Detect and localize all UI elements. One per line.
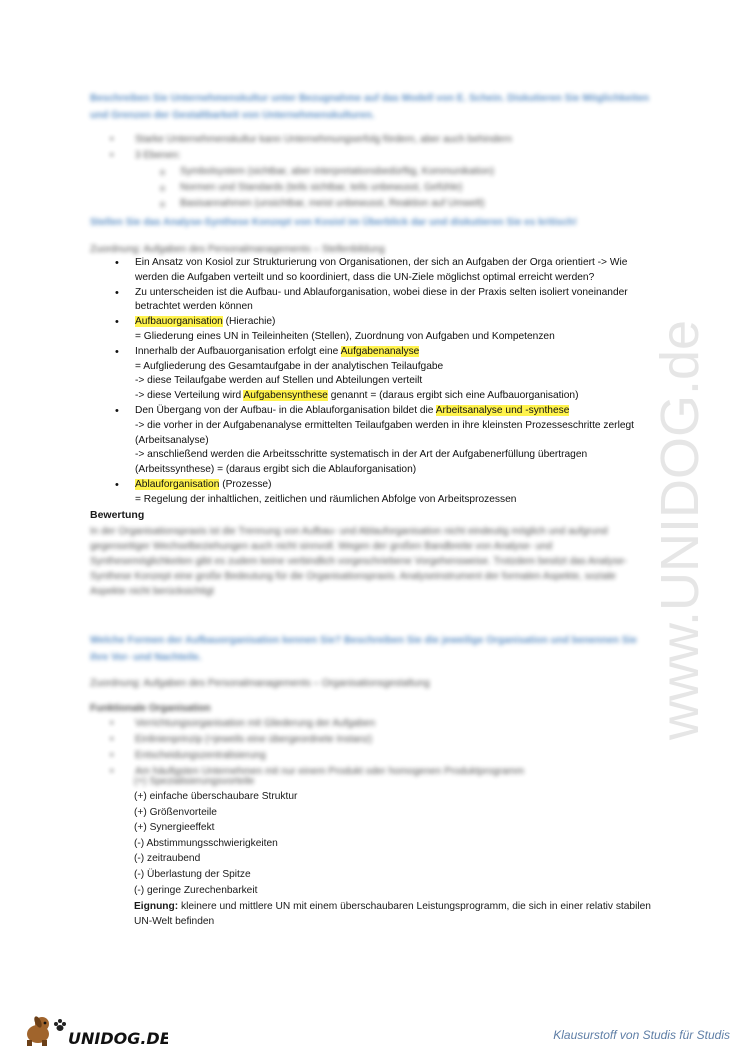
line: = Regelung der inhaltlichen, zeitlichen und räumlichen Abfolge von Arbeitsprozessen bbox=[135, 493, 517, 505]
list-item bbox=[110, 345, 650, 404]
line: = Gliederung eines UN in Teileinheiten (Stellen), Zuordnung von Aufgaben und Kompetenzen bbox=[135, 330, 555, 342]
line bbox=[135, 478, 650, 493]
bewertung-text: In der Organisationspraxis ist die Trennung von Aufbau- und Ablauforganisation nicht eindeutig möglich und aufgrund gegenseitiger Wechselbeziehungen auch nicht sinnvoll. Wegen der großen Bandbreite von Analyse- und Synthesemöglichkeiten gibt es zudem keine verbindlich vorgeschriebene Vorgehensweise. Trotzdem besitzt das Analyse-Synthese Konzept eine große Bedeutung für die Organisationspraxis. Analyseinstrument der formalen Aspekte, soziale Aspekte nicht berücksichtigt bbox=[90, 526, 627, 597]
line: werden die Aufgaben verteilt und so koordiniert, dass die UN-Ziele möglichst optimal erreicht werden? bbox=[135, 271, 595, 283]
line: (Arbeitsanalyse) bbox=[135, 434, 209, 446]
question-1-heading: Beschreiben Sie Unternehmenskultur unter Bezugnahme auf das Modell von E. Schein. Diskutieren Sie Möglichkeiten und Grenzen der Gestaltbarkeit von Unternehmenskulturen. bbox=[90, 93, 650, 121]
zuordnung-text: Zuordnung: Aufgaben des Personalmanagements – Stellenbildung bbox=[90, 244, 385, 255]
watermark bbox=[640, 240, 720, 760]
list-item: • 3 Ebenen: bbox=[110, 148, 512, 164]
question-3-heading: Welche Formen der Aufbauorganisation kennen Sie? Beschreiben Sie die jeweilige Organisation und benennen Sie ihre Vor- und Nachteile. bbox=[90, 635, 637, 663]
text: Innerhalb der Aufbauorganisation erfolgt eine bbox=[135, 345, 341, 357]
list-item bbox=[110, 286, 650, 316]
highlighted-term: Arbeitsanalyse und -synthese bbox=[435, 404, 570, 416]
text: genannt = (daraus ergibt sich eine Aufbauorganisation) bbox=[327, 390, 579, 402]
list-item bbox=[110, 478, 650, 508]
highlighted-term: Aufbauorganisation bbox=[135, 316, 223, 328]
text: Den Übergang von der Aufbau- in die Ablauforganisation bildet die bbox=[135, 404, 436, 416]
zuordnung-text-2: Zuordnung: Aufgaben des Personalmanagements – Organisationsgestaltung bbox=[90, 678, 430, 689]
line bbox=[135, 404, 650, 419]
list-item: • Starke Unternehmenskultur kann Unternehmungserfolg fördern, aber auch behindern bbox=[110, 132, 512, 148]
highlighted-term: Aufgabensynthese bbox=[243, 390, 328, 402]
logo-text: UNIDOG.DE bbox=[68, 1029, 168, 1048]
list-item: (-) Abstimmungsschwierigkeiten bbox=[134, 837, 278, 849]
list-item: • Entscheidungszentralisierung bbox=[110, 748, 524, 764]
top-bullet-list bbox=[110, 132, 512, 164]
bewertung-title: Bewertung bbox=[90, 509, 145, 521]
line bbox=[135, 389, 650, 404]
list-item: (-) geringe Zurechenbarkeit bbox=[134, 884, 258, 896]
list-item: o Normen und Standards (teils sichtbar, teils unbewusst, Gefühle) bbox=[160, 180, 494, 196]
first-pro: (+) Spezialisierungsvorteile bbox=[134, 776, 255, 787]
list-item bbox=[110, 404, 650, 478]
list-item: • Verrichtungsorganisation mit Gliederung der Aufgaben bbox=[110, 716, 524, 732]
list-item bbox=[110, 315, 650, 345]
line: betrachtet werden können bbox=[135, 301, 253, 313]
text: (Hierachie) bbox=[222, 316, 276, 328]
line: (Arbeitssynthese) = (daraus ergibt sich die Ablauforganisation) bbox=[135, 464, 417, 476]
line: = Aufgliederung des Gesamtaufgabe in der analytischen Teilaufgabe bbox=[135, 360, 444, 372]
section-title: Funktionale Organisation bbox=[90, 703, 211, 714]
list-item: (-) Überlastung der Spitze bbox=[134, 868, 251, 880]
text: (Prozesse) bbox=[219, 478, 272, 490]
text: -> diese Verteilung wird bbox=[135, 390, 244, 402]
unidog-logo bbox=[18, 1010, 168, 1050]
eignung-label: Eignung: bbox=[134, 901, 179, 912]
list-item: (+) einfache überschaubare Struktur bbox=[134, 791, 298, 802]
line bbox=[135, 315, 650, 330]
watermark-text: www.UNIDOG.de bbox=[650, 319, 710, 740]
line: • Ein Ansatz von Kosiol zur Strukturierung von Organisationen, der sich an Aufgaben der Orga orientiert -> Wie bbox=[135, 257, 628, 268]
list-item: • Am häufigsten Unternehmen mit nur einem Produkt oder homogenen Produktprogramm bbox=[110, 764, 524, 780]
list-item bbox=[110, 256, 650, 286]
funktionale-bullet-list bbox=[110, 716, 524, 780]
line: -> anschließend werden die Arbeitsschritte systematisch in der Art der Aufgabenerfüllung übertragen bbox=[135, 449, 588, 461]
sub-bullet-list bbox=[160, 164, 494, 212]
question-2-heading: Stellen Sie das Analyse-Synthese Konzept von Kosiol im Überblick dar und diskutieren Sie es kritisch! bbox=[90, 217, 577, 228]
dog-logo-icon bbox=[18, 1010, 168, 1050]
line bbox=[135, 345, 650, 360]
list-item: (+) Synergieeffekt bbox=[134, 822, 215, 834]
eignung-paragraph bbox=[134, 899, 654, 929]
list-item: (+) Größenvorteile bbox=[134, 806, 217, 818]
highlighted-term: Ablauforganisation bbox=[135, 478, 220, 490]
list-item: o Basisannahmen (unsichtbar, meist unbewusst, Reaktion auf Umwelt) bbox=[160, 196, 494, 212]
analyse-synthese-list bbox=[110, 256, 650, 508]
list-item: (-) zeitraubend bbox=[134, 853, 201, 865]
highlighted-term: Aufgabenanalyse bbox=[340, 345, 420, 357]
list-item: o Symbolsystem (sichtbar, aber interpretationsbedürftig, Kommunikation) bbox=[160, 164, 494, 180]
list-item: • Einlinienprinzip (=jeweils eine übergeordnete Instanz) bbox=[110, 732, 524, 748]
line: -> die vorher in der Aufgabenanalyse ermittelten Teilaufgaben werden in ihre kleinsten Prozesseschritte zerlegt bbox=[135, 419, 635, 431]
line: • Zu unterscheiden ist die Aufbau- und Ablauforganisation, wobei diese in der Praxis selten isoliert voneinander bbox=[135, 286, 628, 298]
pros-cons-list bbox=[134, 789, 297, 898]
footer-tagline: Klausurstoff von Studis für Studis bbox=[553, 1028, 730, 1042]
eignung-text: kleinere und mittlere UN mit einem überschaubaren Leistungsprogramm, die sich in einer relativ stabilen UN-Welt befinden bbox=[134, 901, 651, 927]
line: -> diese Teilaufgabe werden auf Stellen und Abteilungen verteilt bbox=[135, 375, 423, 387]
